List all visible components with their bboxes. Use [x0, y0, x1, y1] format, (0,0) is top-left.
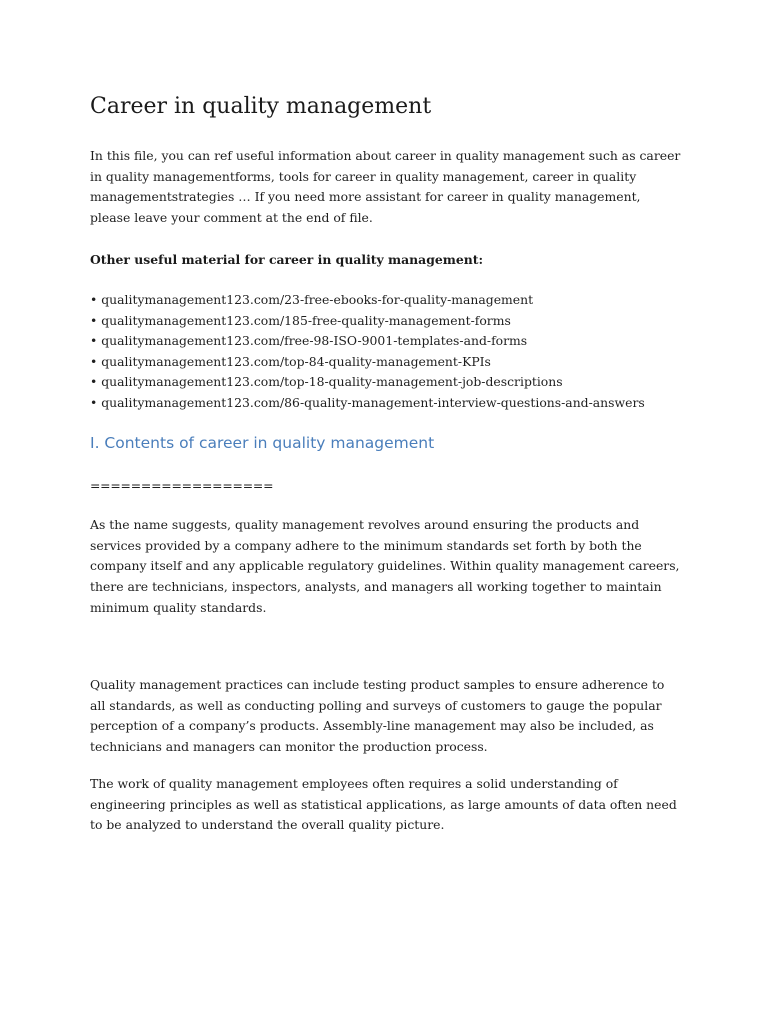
intro-paragraph: In this file, you can ref useful information about career in quality management such as career in quality managementforms, tools for career in quality management, career in quality managementstrategies … If you need more assistant for career in quality management, please leave your comment at the end of file. [90, 148, 681, 226]
section-divider: ================== [90, 478, 274, 493]
body-paragraph-3: The work of quality management employees often requires a solid understanding of engineering principles as well as statistical applications, as large amounts of data often need to be analyzed to understand the overall quality picture. [90, 776, 677, 833]
useful-links-list [90, 290, 645, 414]
body-paragraph-2: Quality management practices can include testing product samples to ensure adherence to all standards, as well as conducting polling and surveys of customers to gauge the popular perception of a company’s products. Assembly-line management may also be included, as technicians and managers can monitor the production process. [90, 677, 665, 755]
link-item-forms[interactable]: • qualitymanagement123.com/185-free-quality-management-forms [90, 312, 511, 328]
body-paragraph-1: As the name suggests, quality management revolves around ensuring the products and services provided by a company adhere to the minimum standards set forth by both the company itself and any applicable regulatory guidelines. Within quality management careers, there are technicians, inspectors, analysts, and managers all working together to maintain minimum quality standards. [90, 517, 680, 615]
link-item-interview-questions[interactable]: • qualitymanagement123.com/86-quality-management-interview-questions-and-answers [90, 394, 645, 410]
useful-material-heading: Other useful material for career in quality management: [90, 252, 484, 267]
link-item-iso-templates[interactable]: • qualitymanagement123.com/free-98-ISO-9001-templates-and-forms [90, 333, 528, 349]
link-item-ebooks[interactable]: • qualitymanagement123.com/23-free-ebooks-for-quality-management [90, 292, 534, 307]
link-item-kpis[interactable]: • qualitymanagement123.com/top-84-quality-management-KPIs [90, 353, 491, 369]
link-item-job-descriptions[interactable]: • qualitymanagement123.com/top-18-quality-management-job-descriptions [90, 374, 563, 390]
section-heading-contents: I. Contents of career in quality management [90, 434, 435, 452]
document-title: Career in quality management [90, 94, 432, 119]
